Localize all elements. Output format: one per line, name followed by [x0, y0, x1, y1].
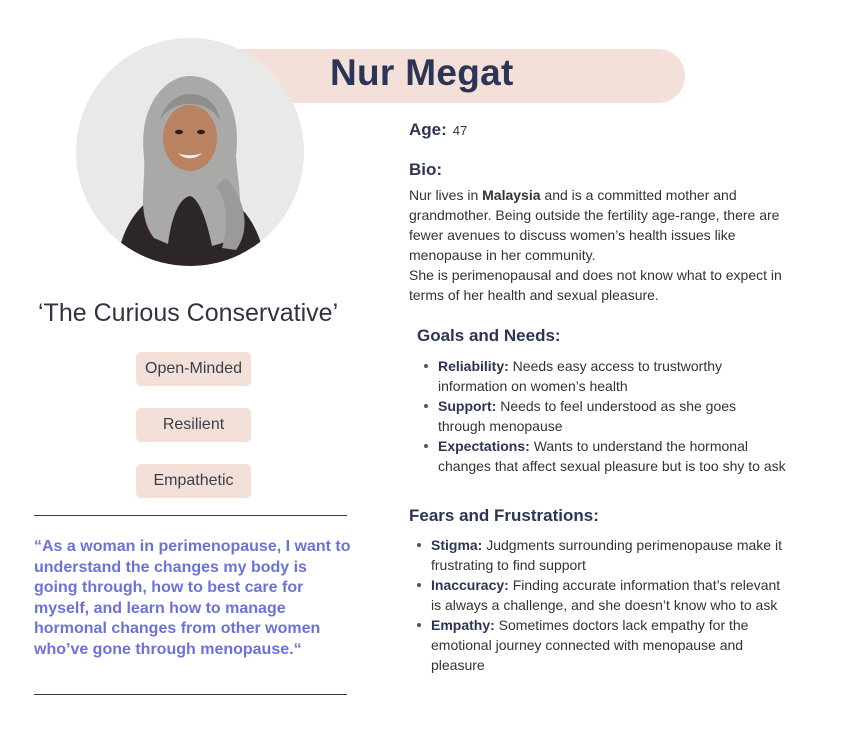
persona-quote: “As a woman in perimenopause, I want to understand the changes my body is going through, how to best care for myself, and learn how to manage hormonal changes from other women who’ve gone through menopause.“ [34, 538, 351, 658]
bio-text: Nur lives in Malaysia and is a committed mother and grandmother. Being outside the fertility age-range, there are fewer avenues to discuss women’s health issues like menopause in her community. She is perimenopausal and does not know what to expect in terms of her health and sexual pleasure. [409, 187, 782, 303]
list-item: Reliability: Needs easy access to trustworthy information on women’s health [416, 356, 786, 396]
trait-badge: Empathetic [136, 464, 251, 498]
age-row [409, 120, 467, 140]
age-label: Age: [409, 120, 447, 139]
divider [34, 694, 347, 695]
fears-heading: Fears and Frustrations: [409, 506, 599, 525]
list-item: Support: Needs to feel understood as she goes through menopause [416, 396, 786, 436]
fears-list [409, 535, 786, 675]
trait-badge: Resilient [136, 408, 251, 442]
list-item: Empathy: Sometimes doctors lack empathy for the emotional journey connected with menopause and pleasure [409, 615, 786, 675]
list-item: Stigma: Judgments surrounding perimenopause make it frustrating to find support [409, 535, 786, 575]
bio-country: Malaysia [482, 187, 541, 203]
age-value: 47 [452, 123, 468, 138]
persona-name: Nur Megat [330, 52, 514, 93]
trait-badge: Open-Minded [136, 352, 251, 386]
avatar [76, 38, 304, 266]
persona-title: ‘The Curious Conservative’ [38, 299, 339, 327]
goals-heading: Goals and Needs: [417, 326, 561, 345]
goals-list [416, 356, 786, 476]
list-item: Inaccuracy: Finding accurate information that’s relevant is always a challenge, and she doesn’t know who to ask [409, 575, 786, 615]
list-item: Expectations: Wants to understand the hormonal changes that affect sexual pleasure but is too shy to ask [416, 436, 786, 476]
divider [34, 515, 347, 516]
bio-heading: Bio: [409, 160, 443, 179]
